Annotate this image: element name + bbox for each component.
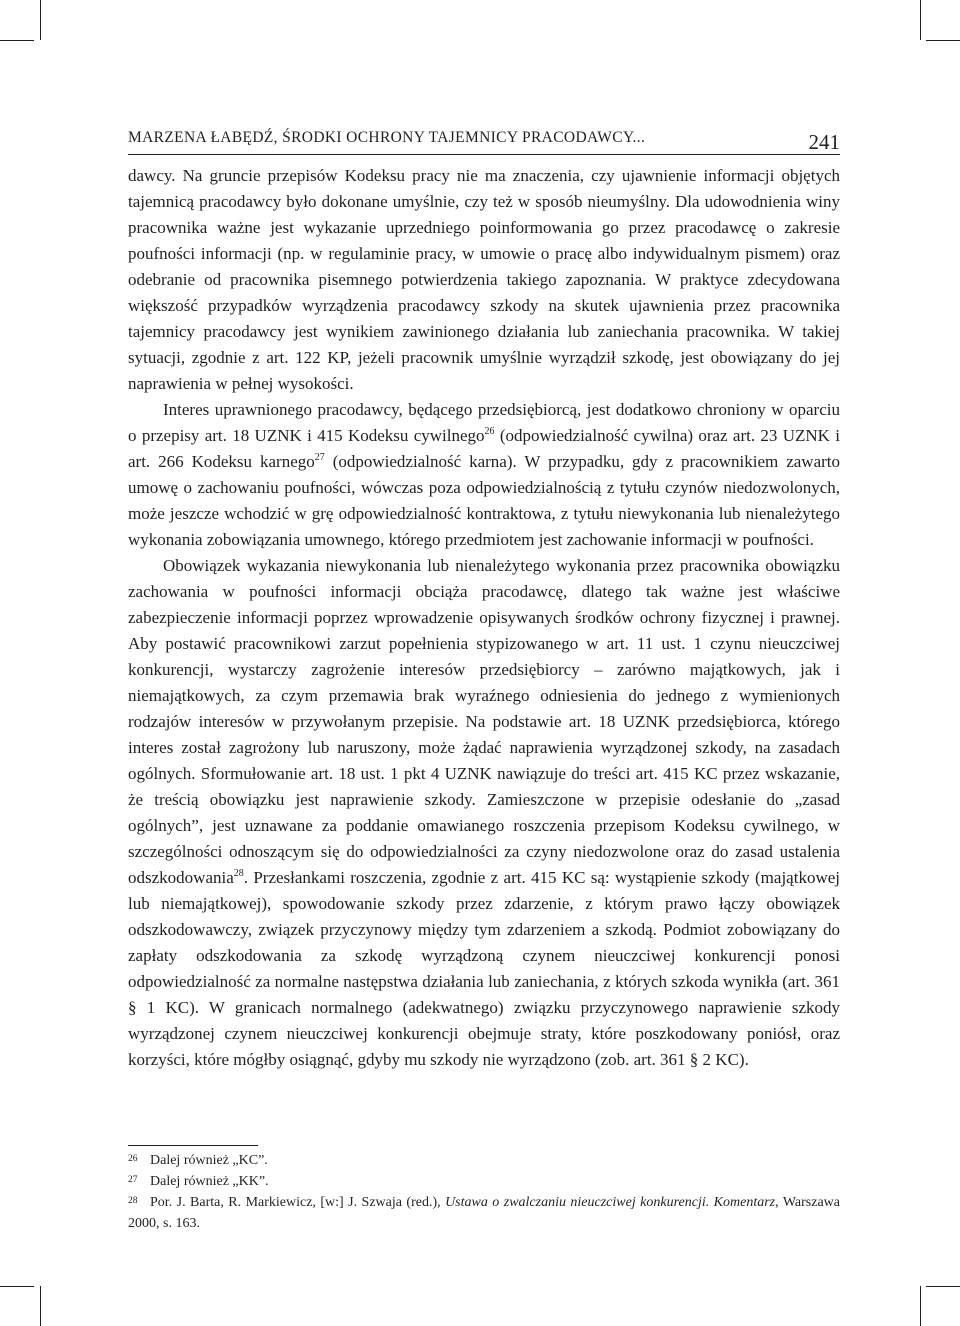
footnote-27 (128, 1171, 840, 1192)
paragraph-2 (128, 397, 840, 553)
paragraph-1-text: dawcy. Na gruncie przepisów Kodeksu pracy nie ma znaczenia, czy ujawnienie informacji objętych tajemnicą pracodawcy było dokonane umyślnie, czy też w sposób nieumyślny. Dla udowodnienia winy pracownika ważne jest wykazanie uprzedniego poinformowania go przez pracodawcę o zakresie poufności informacji (np. w regulaminie pracy, w umowie o pracę albo indywidualnym pismem) oraz odebranie od pracownika pisemnego potwierdzenia takiego zapoznania. W praktyce zdecydowana większość przypadków wyrządzenia pracodawcy szkody na skutek ujawnienia przez pracownika tajemnicy pracodawcy jest wynikiem zawinionego działania lub zaniechania pracownika. W takiej sytuacji, zgodnie z art. 122 KP, jeżeli pracownik umyślnie wyrządził szkodę, jest obowiązany do jej naprawienia w pełnej wysokości. (128, 166, 840, 393)
running-head: MARZENA ŁABĘDŹ, ŚRODKI OCHRONY TAJEMNICY PRACODAWCY... (128, 129, 646, 146)
crop-mark-top-right-horizontal (926, 40, 960, 41)
paragraph-2-text-a: Interes uprawnionego pracodawcy, będącego przedsiębiorcą, jest dodatkowo chroniony w oparciu o przepisy art. 18 UZNK i 415 Kodeksu cywilnego (128, 400, 840, 445)
footnote-number: 28 (128, 1196, 138, 1206)
footnote-ref-28[interactable]: 28 (233, 868, 244, 879)
footnote-28 (128, 1192, 840, 1234)
footnote-text-a: Por. J. Barta, R. Markiewicz, [w:] J. Szwaja (red.), (150, 1195, 446, 1210)
footnote-ref-26[interactable]: 26 (484, 426, 495, 437)
paragraph-2-text-b: (odpowiedzialność cywilna) oraz art. 23 UZNK i art. 266 Kodeksu karnego (128, 426, 840, 471)
crop-mark-top-left (40, 0, 41, 40)
footnote-text: Dalej również „KK”. (150, 1174, 269, 1189)
header-rule (128, 154, 840, 155)
footnote-number: 26 (128, 1154, 138, 1164)
footnote-ref-27[interactable]: 27 (314, 452, 325, 463)
footnote-number: 27 (128, 1175, 138, 1185)
footnote-rule (128, 1145, 258, 1146)
paragraph-2-text-c: (odpowiedzialność karna). W przypadku, gdy z pracownikiem zawarto umowę o zachowaniu poufności, wówczas poza odpowiedzialnością z tytułu czynów niedozwolonych, może jeszcze wchodzić w grę odpowiedzialność kontraktowa, z tytułu niewykonania lub nienależytego wykonania zobowiązania umownego, którego przedmiotem jest zachowanie informacji w poufności. (128, 452, 840, 549)
crop-mark-bottom-left-horizontal (0, 1286, 34, 1287)
crop-mark-top-right (920, 0, 921, 40)
footnote-text: Dalej również „KC”. (150, 1153, 268, 1168)
crop-mark-top-left-horizontal (0, 40, 34, 41)
footnotes (128, 1150, 840, 1234)
page-number: 241 (808, 130, 840, 154)
footnote-26 (128, 1150, 840, 1171)
crop-mark-bottom-right (920, 1286, 921, 1326)
crop-mark-bottom-right-horizontal (926, 1286, 960, 1287)
paragraph-3-text-a: Obowiązek wykazania niewykonania lub nienależytego wykonania przez pracownika obowiązku zachowania w poufności informacji obciąża pracodawcę, dlatego tak ważne jest właściwe zabezpieczenie informacji poprzez wprowadzenie opisywanych środków ochrony fizycznej i prawnej. Aby postawić pracownikowi zarzut popełnienia stypizowanego w art. 11 ust. 1 czynu nieuczciwej konkurencji, wystarczy zagrożenie interesów przedsiębiorcy – zarówno majątkowych, jak i niemajątkowych, za czym przemawia brak wyraźnego odniesienia do jednego z wymienionych rodzajów interesów w przywołanym przepisie. Na podstawie art. 18 UZNK przedsiębiorca, którego interes został zagrożony lub naruszony, może żądać naprawienia wyrządzonej szkody, na zasadach ogólnych. Sformułowanie art. 18 ust. 1 pkt 4 UZNK nawiązuje do treści art. 415 KC przez wskazanie, że treścią obowiązku jest naprawienie szkody. Zamieszczone w przepisie odesłanie do „zasad ogólnych”, jest uznawane za poddanie omawianego roszczenia przepisom Kodeksu cywilnego, w szczególności odnoszącym się do odpowiedzialności za czyny niedozwolone oraz do zasad ustalenia odszkodowania (128, 556, 840, 887)
paragraph-3 (128, 553, 840, 1073)
page-header (128, 128, 840, 152)
paragraph-1 (128, 163, 840, 397)
body-text (128, 163, 840, 1073)
crop-mark-bottom-left (40, 1286, 41, 1326)
footnote-text-b: , Warszawa 2000, s. 163. (128, 1195, 841, 1231)
footnote-title-italic: Ustawa o zwalczaniu nieuczciwej konkurencji. Komentarz (445, 1195, 776, 1210)
paragraph-3-text-b: . Przesłankami roszczenia, zgodnie z art. 415 KC są: wystąpienie szkody (majątkowej lub niemajątkowej), spowodowanie szkody przez zdarzenie, z którym prawo łączy obowiązek odszkodowawczy, związek przyczynowy między tym zdarzeniem a szkodą. Podmiot zobowiązany do zapłaty odszkodowania za szkodę wyrządzoną czynem nieuczciwej konkurencji ponosi odpowiedzialność za normalne następstwa działania lub zaniechania, z których szkoda wynikła (art. 361 § 1 KC). W granicach normalnego (adekwatnego) związku przyczynowego naprawienie szkody wyrządzonej czynem nieuczciwej konkurencji obejmuje straty, które poszkodowany poniósł, oraz korzyści, które mógłby osiągnąć, gdyby mu szkody nie wyrządzono (zob. art. 361 § 2 KC). (128, 868, 840, 1069)
